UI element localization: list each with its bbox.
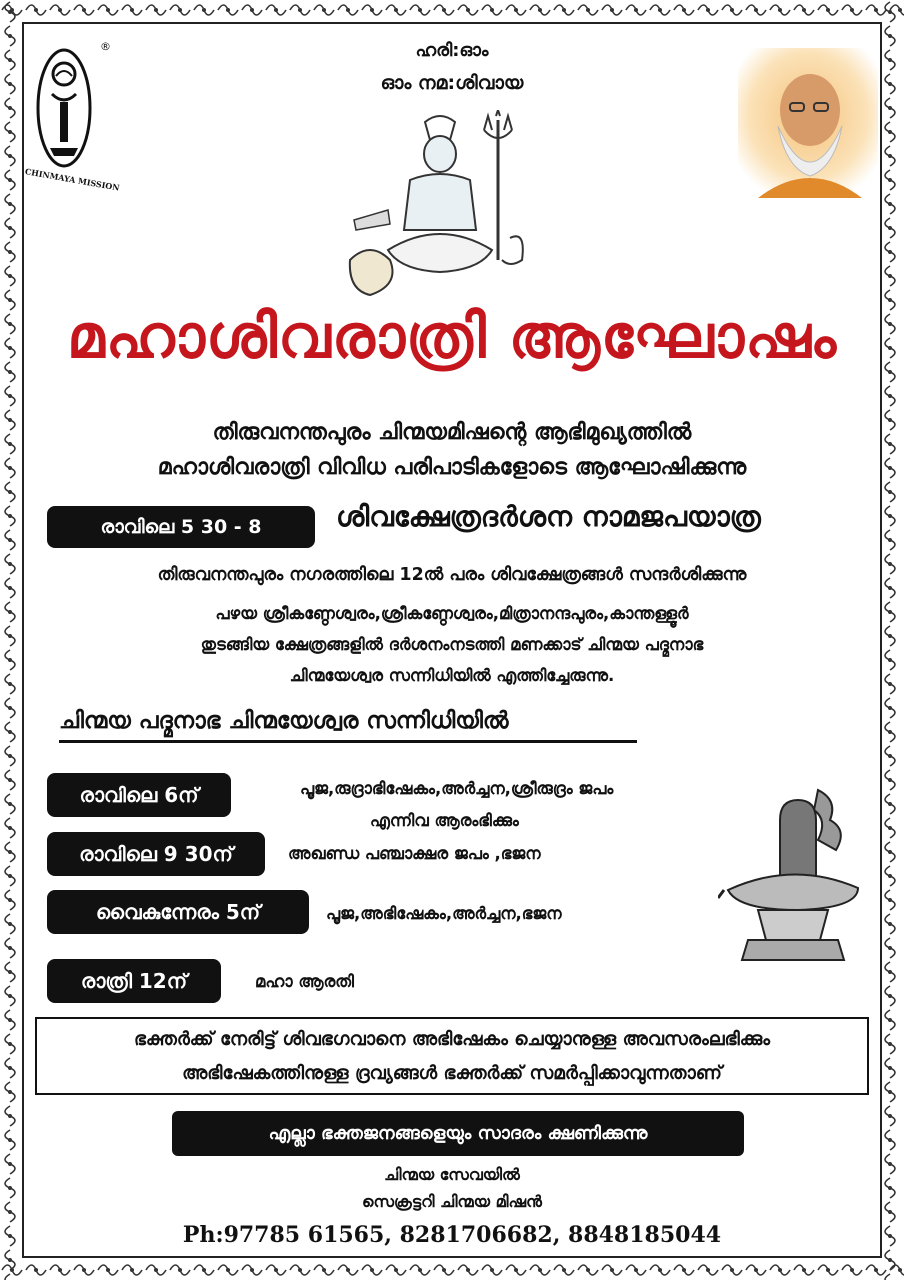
schedule-time-2: രാവിലെ 9 30ന് xyxy=(47,832,265,876)
welcome-banner: എല്ലാ ഭക്തജനങ്ങളെയും സാദരം ക്ഷണിക്കുന്നു xyxy=(172,1111,744,1156)
schedule-event-2: അഖണ്ഡ പഞ്ചാക്ഷര ജപം ,ഭജന xyxy=(288,844,541,863)
yatra-description xyxy=(0,598,904,691)
lord-shiva-illustration xyxy=(330,110,550,305)
greeting-om-namah-shivaya: ഓം നമ:ശിവായ xyxy=(380,72,524,94)
schedule-time-4: രാത്രി 12ന് xyxy=(47,959,221,1003)
yatra-description-line-2: തുടങ്ങിയ ക്ഷേത്രങ്ങളിൽ ദർശനംനടത്തി മണക്കാട് ചിന്മയ പദ്മനാഭ xyxy=(200,635,704,654)
schedule-event-4: മഹാ ആരതി xyxy=(255,972,354,991)
signature-line-1: ചിന്മയ സേവയിൽ xyxy=(384,1165,520,1184)
swami-portrait-image xyxy=(738,48,878,198)
greeting-hari-om: ഹരി:ഓം xyxy=(415,40,489,61)
sannidhi-heading: ചിന്മയ പദ്മനാഭ ചിന്മയേശ്വര സന്നിധിയിൽ xyxy=(59,708,637,743)
yatra-title: ശിവക്ഷേത്രദർശന നാമജപയാത്ര xyxy=(336,500,761,533)
yatra-description-line-3: ചിന്മയേശ്വര സന്നിധിയിൽ എത്തിച്ചേരുന്നു. xyxy=(289,666,615,685)
phone-numbers: Ph:97785 61565, 8281706682, 8848185044 xyxy=(182,1222,722,1248)
yatra-description-line-1: പഴയ ശ്രീകണ്ഠേശ്വരം,ശ്രീകണ്ഠേശ്വരം,മിത്രാനന്ദപുരം,കാന്തള്ളൂർ xyxy=(215,604,689,623)
schedule-event-3: പൂജ,അഭിഷേകം,അർച്ചന,ഭജന xyxy=(326,904,562,923)
abhishekam-notice-box xyxy=(35,1017,869,1095)
notice-line-1: ഭക്തർക്ക് നേരിട്ട് ശിവഭഗവാനെ അഭിഷേകം ചെയ്യാനുള്ള അവസരംലഭിക്കും xyxy=(133,1029,771,1050)
signature-line-2: സെക്രട്ടറി ചിന്മയ മിഷൻ xyxy=(362,1192,542,1211)
registered-mark: ® xyxy=(100,40,111,53)
schedule-event-1-line-2: എന്നിവ ആരംഭിക്കും xyxy=(370,811,519,830)
shiva-lingam-illustration xyxy=(718,780,868,980)
main-title: മഹാശിവരാത്രി ആഘോഷം xyxy=(67,302,837,372)
schedule-time-3: വൈകുന്നേരം 5ന് xyxy=(47,890,309,934)
schedule-event-1: പൂജ,രുദ്രാഭിഷേകം,അർച്ചന,ശ്രീരുദ്രം ജപം xyxy=(300,779,614,798)
subtitle-line-1: തിരുവനന്തപുരം ചിന്മയമിഷന്റെ ആഭിമുഖ്യത്തിൽ xyxy=(212,420,692,445)
yatra-time-badge: രാവിലെ 5 30 - 8 xyxy=(47,506,315,548)
schedule-time-1: രാവിലെ 6ന് xyxy=(47,773,231,817)
logo-text: CHINMAYA MISSION xyxy=(24,166,121,193)
subtitle-line-2: മഹാശിവരാത്രി വിവിധ പരിപാടികളോടെ ആഘോഷിക്കുന്നു xyxy=(157,455,747,480)
yatra-temples-line: തിരുവനന്തപുരം നഗരത്തിലെ 12ൽ പരം ശിവക്ഷേത്രങ്ങൾ സന്ദർശിക്കുന്നു xyxy=(157,565,747,585)
notice-line-2: അഭിഷേകത്തിനുള്ള ദ്രവ്യങ്ങൾ ഭക്തർക്ക് സമർപ്പിക്കാവുന്നതാണ് xyxy=(182,1063,722,1084)
